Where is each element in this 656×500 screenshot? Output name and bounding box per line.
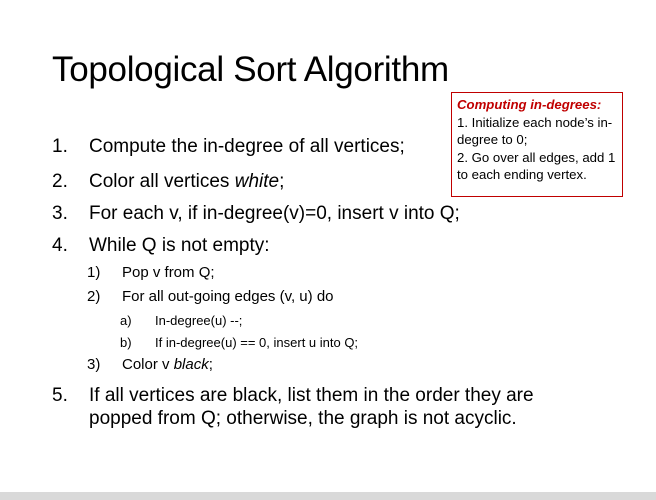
substep-text: Pop v from Q;: [122, 264, 215, 281]
callout-line: to each ending vertex.: [457, 167, 587, 182]
subsubstep-letter: b): [120, 335, 132, 350]
subsubstep-text: If in-degree(u) == 0, insert u into Q;: [155, 335, 359, 350]
step-text: Compute the in-degree of all vertices;: [89, 136, 405, 157]
slide-title: Topological Sort Algorithm: [52, 50, 449, 89]
step-text-line-2: popped from Q; otherwise, the graph is not acyclic.: [89, 408, 517, 429]
substep-text: For all out-going edges (v, u) do: [122, 288, 334, 305]
step-text-line-1: If all vertices are black, list them in the order they are: [89, 385, 534, 406]
callout-line: 2. Go over all edges, add 1: [457, 149, 616, 165]
callout-line: degree to 0;: [457, 132, 528, 147]
subsubstep-text: In-degree(u) --;: [155, 313, 243, 328]
substep-text-part: ;: [208, 356, 213, 373]
step-text: [89, 171, 284, 193]
step-number: 1.: [52, 136, 68, 157]
step-number: 3.: [52, 203, 68, 224]
bottom-bar: [0, 492, 656, 500]
step-text-part: Color all vertices: [89, 171, 235, 192]
substep-number: 1): [87, 264, 101, 281]
in-degree-callout: [451, 92, 623, 197]
subsubstep-letter: a): [120, 313, 132, 328]
substep-text: [122, 356, 213, 373]
callout-heading: Computing in-degrees:: [457, 97, 602, 112]
substep-number: 3): [87, 356, 101, 373]
substep-text-emphasis: black: [173, 356, 209, 373]
step-number: 2.: [52, 171, 68, 192]
substep-number: 2): [87, 288, 101, 305]
callout-line: 1. Initialize each node’s in-: [457, 114, 613, 130]
step-number: 5.: [52, 385, 68, 406]
step-text: For each v, if in-degree(v)=0, insert v into Q;: [89, 203, 460, 224]
step-text-part: ;: [279, 171, 285, 192]
step-number: 4.: [52, 235, 68, 256]
substep-text-part: Color v: [122, 356, 174, 373]
step-text-emphasis: white: [234, 171, 280, 192]
step-text: While Q is not empty:: [89, 235, 270, 256]
